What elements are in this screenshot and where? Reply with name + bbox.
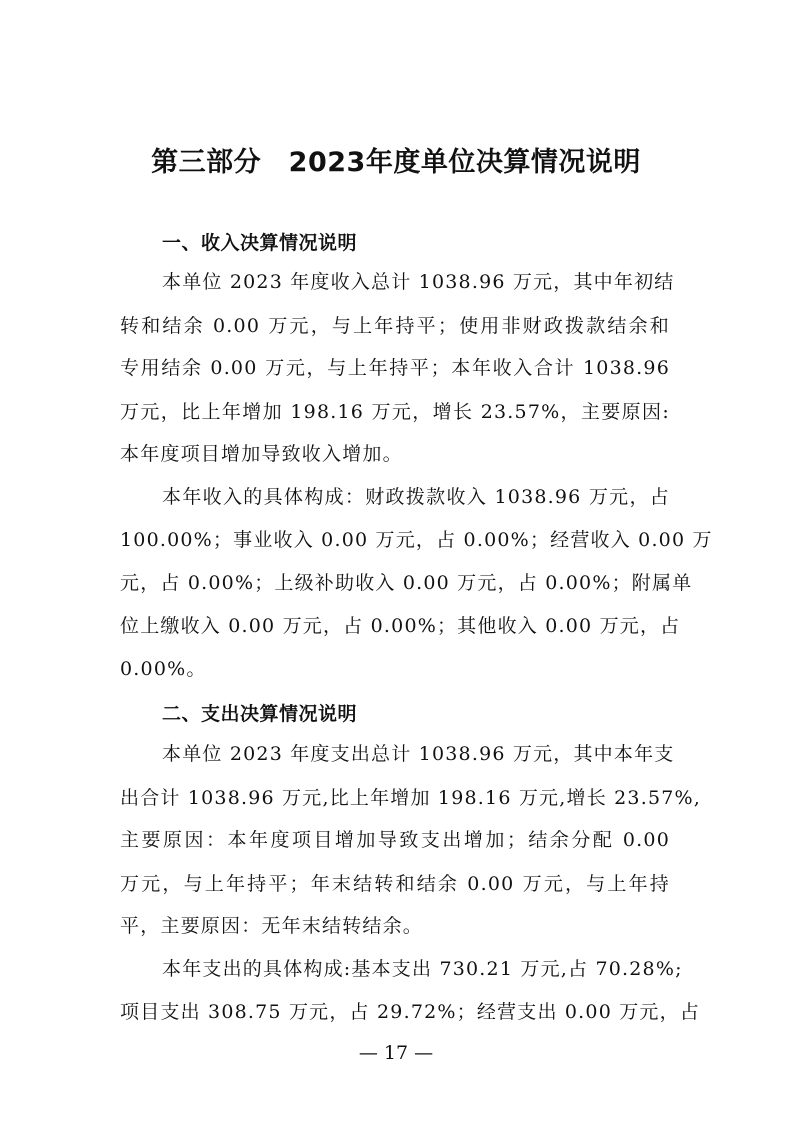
paragraph-line: 主要原因：本年度项目增加导致支出增加；结余分配 0.00: [120, 829, 670, 851]
paragraph-line: 出合计 1038.96 万元,比上年增加 198.16 万元,增长 23.57%,: [120, 787, 702, 809]
paragraph-line: 平，主要原因：无年末结转结余。: [120, 915, 424, 937]
paragraph-line: 万元，比上年增加 198.16 万元，增长 23.57%，主要原因:: [120, 401, 670, 423]
paragraph-line: 本年收入的具体构成：财政拨款收入 1038.96 万元，占: [162, 486, 670, 508]
paragraph-line: 项目支出 308.75 万元，占 29.72%；经营支出 0.00 万元，占: [120, 1001, 701, 1023]
paragraph-line: 元，占 0.00%；上级补助收入 0.00 万元，占 0.00%；附属单: [120, 572, 693, 594]
paragraph-line: 0.00%。: [120, 658, 207, 680]
paragraph-line: 专用结余 0.00 万元，与上年持平；本年收入合计 1038.96: [120, 357, 670, 379]
paragraph-line: 万元，与上年持平；年末结转和结余 0.00 万元，与上年持: [120, 873, 670, 895]
paragraph-line: 本单位 2023 年度支出总计 1038.96 万元，其中本年支: [162, 743, 675, 765]
paragraph-line: 本单位 2023 年度收入总计 1038.96 万元，其中年初结: [162, 271, 675, 293]
paragraph-line: 位上缴收入 0.00 万元，占 0.00%；其他收入 0.00 万元，占: [120, 615, 681, 637]
paragraph-line: 100.00%；事业收入 0.00 万元，占 0.00%；经营收入 0.00 万: [120, 529, 713, 551]
paragraph-line: 本年支出的具体构成:基本支出 730.21 万元,占 70.28%;: [162, 958, 683, 980]
page-number: — 17 —: [358, 1042, 434, 1064]
paragraph-line: 本年度项目增加导致收入增加。: [120, 443, 403, 465]
paragraph-line: 转和结余 0.00 万元，与上年持平；使用非财政拨款结余和: [120, 315, 670, 337]
page-title: 第三部分 2023年度单位决算情况说明: [151, 147, 641, 178]
section-heading-expenditure: 二、支出决算情况说明: [162, 703, 358, 725]
section-heading-income: 一、收入决算情况说明: [162, 232, 358, 254]
